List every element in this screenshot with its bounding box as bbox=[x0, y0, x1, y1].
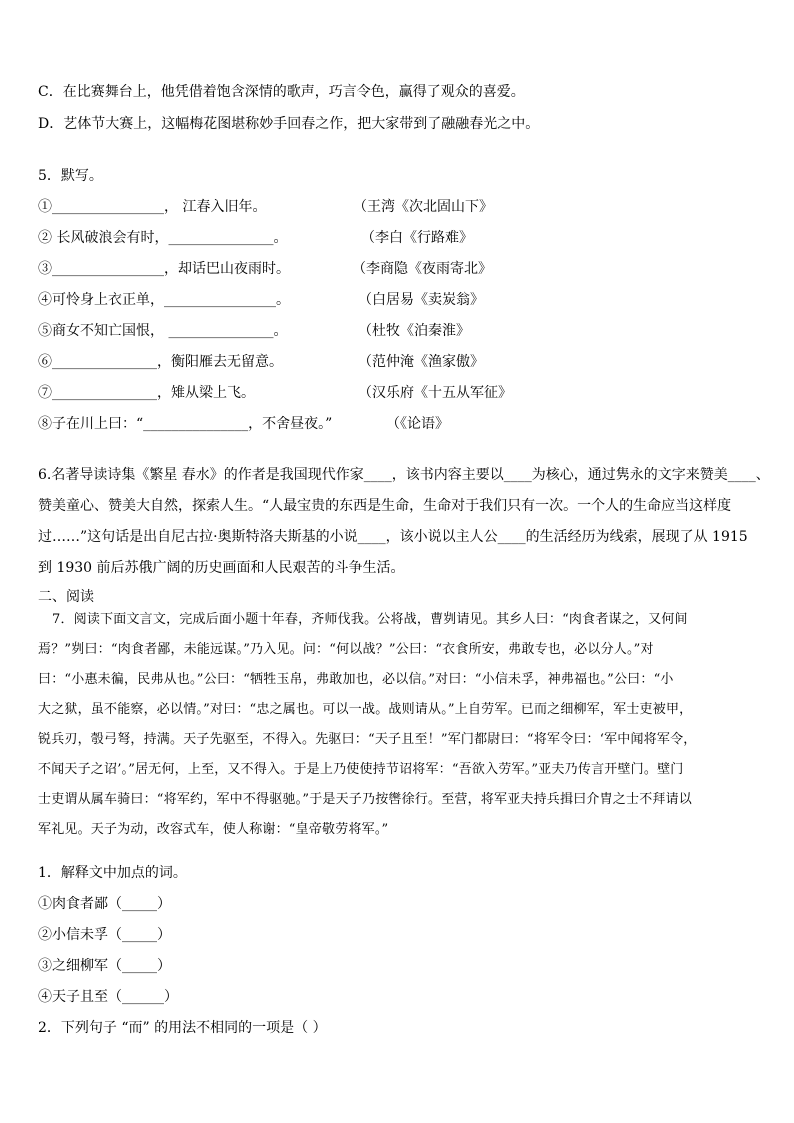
q5-item-7: ⑦_______________，雉从梁上飞。 bbox=[38, 385, 255, 401]
q5-item-1-source: （王湾《次北固山下》 bbox=[353, 199, 493, 215]
subq1-item-4: ④天子且至（______） bbox=[38, 989, 178, 1005]
q7-line: 锐兵刃，彀弓弩，持满。天子先驱至，不得入。先驱曰：“天子且至！”军门都尉曰：“将军令曰：‘军中闻将军令， bbox=[38, 732, 697, 747]
q5-item-2-source: （李白《行路难》 bbox=[361, 230, 473, 246]
q5-item-8: ⑧子在川上曰：“_______________，不舍昼夜。” bbox=[38, 416, 333, 432]
subq1-item-2: ②小信未孚（_____） bbox=[38, 927, 171, 943]
q6-line: 过……”这句话是出自尼古拉·奥斯特洛夫斯基的小说____，该小说以主人公____的生活经历为线索，展现了从 1915 bbox=[38, 529, 748, 545]
q7-line: 焉？”刿曰：“肉食者鄙，未能远谋。”乃入见。问：“何以战？”公曰：“衣食所安，弗敢专也，必以分人。”对 bbox=[38, 642, 654, 657]
q7-line: 大之狱，虽不能察，必以情。”对曰：“忠之属也。可以一战。战则请从。”上自劳军。已而之细柳军，军士吏被甲， bbox=[38, 702, 693, 717]
q7-line: 不闻天子之诏’。”居无何，上至，又不得入。于是上乃使使持节诏将军：“吾欲入劳军。”亚夫乃传言开壁门。壁门 bbox=[38, 762, 684, 777]
subq1-item-3: ③之细柳军（_____） bbox=[38, 958, 171, 974]
q5-item-4-source: （白居易《卖炭翁》 bbox=[358, 292, 484, 308]
option-d: D．艺体节大赛上，这幅梅花图堪称妙手回春之作，把大家带到了融融春光之中。 bbox=[38, 116, 540, 132]
section-reading-heading: 二、阅读 bbox=[38, 589, 94, 605]
q7-line: 士吏谓从属车骑曰：“将军约，军中不得驱驰。”于是天子乃按辔徐行。至营，将军亚夫持兵揖曰介胄之士不拜请以 bbox=[38, 792, 692, 807]
q5-title: 5．默写。 bbox=[38, 168, 103, 184]
q6-line: 赞美童心、赞美大自然，探索人生。“人最宝贵的东西是生命，生命对于我们只有一次。一个人的生命应当这样度 bbox=[38, 498, 732, 514]
q7-line: 7．阅读下面文言文，完成后面小题十年春，齐师伐我。公将战，曹刿请见。其乡人曰：“肉食者谋之，又何间 bbox=[52, 612, 688, 627]
q5-item-5: ⑤商女不知亡国恨， _______________。 bbox=[38, 323, 288, 339]
subq1-title: 1．解释文中加点的词。 bbox=[38, 865, 187, 881]
q5-item-3-source: （李商隐《夜雨寄北》 bbox=[352, 261, 492, 277]
subq2-title: 2．下列句子 “而” 的用法不相同的一项是（ ） bbox=[38, 1020, 327, 1036]
q5-item-6-source: （范仲淹《渔家傲》 bbox=[358, 354, 484, 370]
subq1-item-1: ①肉食者鄙（_____） bbox=[38, 896, 171, 912]
q5-item-2: ② 长风破浪会有时，_______________。 bbox=[38, 230, 288, 246]
q5-item-1: ①________________， 江春入旧年。 bbox=[38, 199, 267, 215]
q7-line: 军礼见。天子为动，改容式车，使人称谢：“皇帝敬劳将军。” bbox=[38, 822, 389, 837]
option-c: C．在比赛舞台上，他凭借着饱含深情的歌声，巧言令色，赢得了观众的喜爱。 bbox=[38, 84, 525, 100]
q5-item-6: ⑥_______________，衡阳雁去无留意。 bbox=[38, 354, 283, 370]
q6-line: 6.名著导读诗集《繁星 春水》的作者是我国现代作家____，该书内容主要以____为核心，通过隽永的文字来赞美____、 bbox=[38, 467, 770, 483]
q5-item-4: ④可怜身上衣正单，________________。 bbox=[38, 292, 290, 308]
q7-line: 曰：“小惠未徧，民弗从也。”公曰：“牺牲玉帛，弗敢加也，必以信。”对曰：“小信未孚，神弗福也。”公曰：“小 bbox=[38, 672, 674, 687]
q6-paragraph bbox=[38, 460, 770, 584]
q6-line: 到 1930 前后苏俄广阔的历史画面和人民艰苦的斗争生活。 bbox=[38, 560, 405, 576]
q5-item-8-source: （《论语》 bbox=[386, 416, 449, 432]
q5-item-7-source: （汉乐府《十五从军征》 bbox=[358, 385, 512, 401]
q7-passage-body bbox=[38, 638, 760, 842]
q5-item-3: ③________________，却话巴山夜雨时。 bbox=[38, 261, 290, 277]
q7-passage bbox=[52, 608, 760, 632]
q5-item-5-source: （杜牧《泊秦淮》 bbox=[358, 323, 470, 339]
